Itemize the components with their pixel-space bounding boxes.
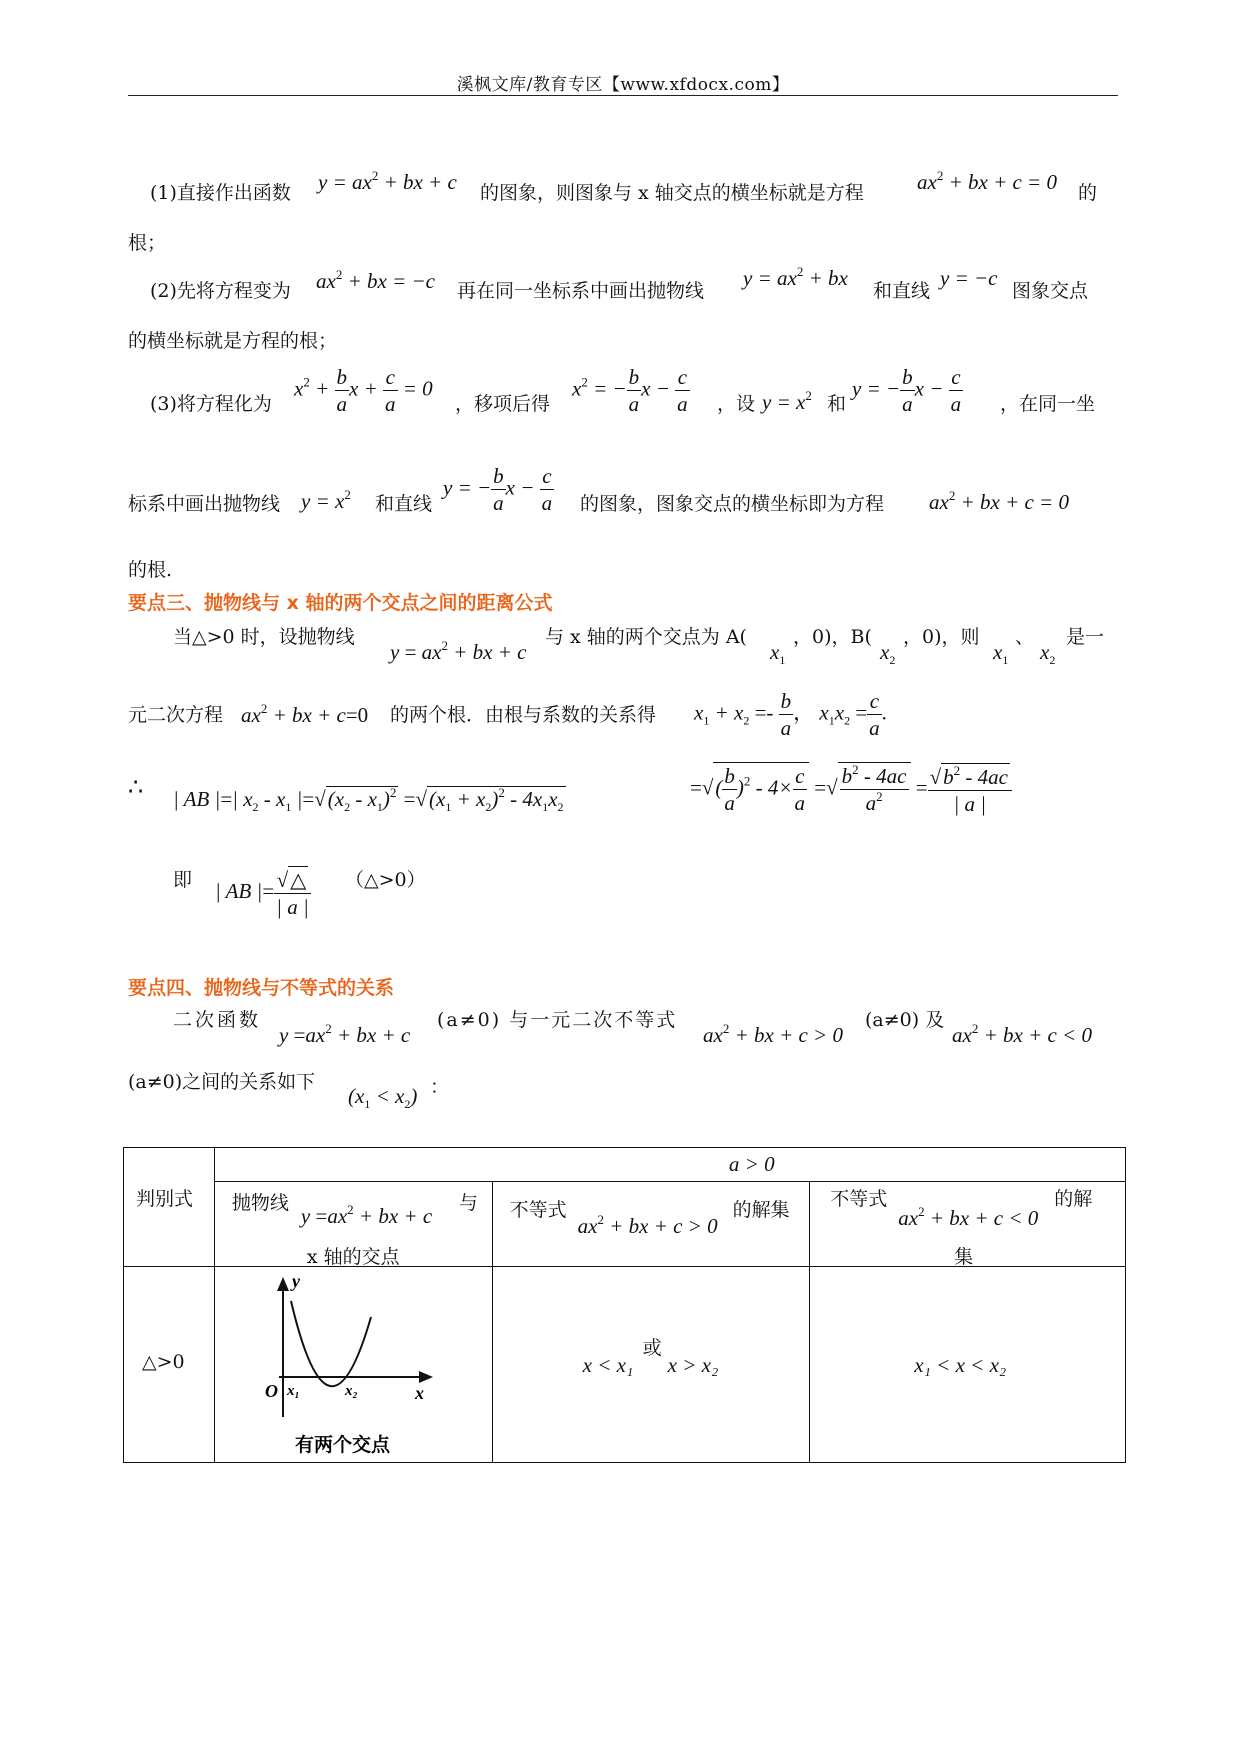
method3-line2-prefix: 标系中画出抛物线: [128, 493, 281, 515]
parabola-header-cell: [214, 1182, 492, 1267]
section3-p1-mid: 与 x 轴的两个交点为 A(: [545, 626, 747, 648]
a-positive-header: a > 0: [728, 1152, 775, 1176]
method3-prefix: (3)将方程化为: [150, 393, 272, 415]
row1-gt-or: 或: [642, 1337, 662, 1359]
method2-eq1: $ax^2$ + bx = −c: [316, 267, 435, 293]
ineq-gt-header-a: 不等式: [509, 1199, 567, 1221]
method2-line2: 的横坐标就是方程的根；: [128, 330, 338, 352]
section3-x2: $x_2$: [880, 640, 896, 667]
section3-cond: （△>0）: [345, 869, 426, 891]
method3-eq1: $x^2$ + $\frac{b}{a}$ x + $\frac{c}{a}$ = 0: [294, 365, 433, 416]
parabola-header-eq: $y =ax^2$ + bx + c: [300, 1202, 433, 1228]
distance-short: | AB |= $\frac{√\triangle}{| a |}$: [215, 868, 309, 919]
section4-p2-prefix: (a≠0)之间的关系如下: [128, 1071, 316, 1093]
graph-y-label: y: [291, 1271, 300, 1291]
method2-mid1: 再在同一坐标系中画出抛物线: [457, 280, 705, 302]
section3-title: 要点三、抛物线与 x 轴的两个交点之间的距离公式: [128, 592, 553, 614]
row1-gt-solution-cell: [492, 1267, 810, 1463]
section3-p1-prefix: 当△>0 时，设抛物线: [173, 626, 355, 648]
row1-gt-sol-b: x > x₂: [667, 1353, 719, 1377]
method2-suffix: 图象交点: [1012, 280, 1089, 302]
distance-formula: | AB |=| $x_2 - x_1$ $|=√(x_2 - x_1)^2 =√(x_1 + x_2)^2 - 4x_1x_2$: [173, 785, 564, 814]
relation-table: [123, 1147, 1126, 1463]
method3-eq5: $y = x^2$: [301, 487, 351, 513]
ineq-gt-header-b: 的解集: [732, 1199, 790, 1221]
method2-prefix: (2)先将方程变为: [150, 280, 291, 302]
section4-ineq-gt: $ax^2$ + bx + c > 0: [703, 1021, 843, 1047]
section4-title: 要点四、抛物线与不等式的关系: [128, 977, 395, 999]
section3-p1-b: ，0)，B(: [793, 626, 872, 648]
parabola-header-a: 抛物线: [231, 1192, 289, 1214]
method3-line3: 的根.: [128, 559, 173, 581]
method3-eq7: $ax^2$ + bx + c = 0: [929, 488, 1069, 514]
section4-p2-colon: ：: [430, 1076, 450, 1098]
method1-suffix: 的: [1078, 182, 1098, 204]
ineq-lt-header-a: 不等式: [830, 1188, 888, 1210]
method3-suffix: ，在同一坐: [1000, 393, 1096, 415]
section3-p1-c: ，0)，则: [903, 626, 980, 648]
method1-line2: 根；: [128, 232, 167, 254]
a-positive-header-cell: [214, 1148, 1125, 1182]
section3-x1b: $x_1$: [993, 640, 1009, 667]
method1-eq: $ax^2$ + bx + c = 0: [917, 168, 1057, 194]
row1-disc-cell: [124, 1267, 215, 1463]
section3-ji: 即: [173, 869, 193, 891]
row1-graph-cell: [214, 1267, 492, 1463]
section4-ineq-lt: $ax^2$ + bx + c < 0: [952, 1021, 1092, 1047]
section4-func: $y =ax^2$ + bx + c: [279, 1021, 411, 1047]
method3-mid2: ，设: [717, 393, 756, 415]
section3-parabola-eq: $y = ax^2$ + bx + c: [390, 638, 527, 664]
graph-origin-label: O: [264, 1381, 278, 1401]
ineq-gt-header-eq: $ax^2$ + bx + c > 0: [577, 1212, 718, 1238]
ineq-lt-header-b: 的解: [1054, 1188, 1093, 1210]
method1-prefix: (1)直接作出函数: [150, 182, 291, 204]
row1-gt-sol-a: x < x₁: [582, 1353, 634, 1377]
section3-x2b: $x_2$: [1040, 640, 1056, 667]
method3-line2-mid: 的图象，图象交点的横坐标即为方程: [580, 493, 885, 515]
method1-func-eq: $y = ax^2$ + bx + c: [318, 168, 457, 194]
graph-x-label: x: [414, 1383, 424, 1403]
section4-p1-mid: (a≠0) 与一元二次不等式: [437, 1009, 678, 1031]
method2-eq2: $y = ax^2$ + bx: [743, 264, 848, 290]
parabola-graph: [215, 1267, 493, 1463]
method1-mid: 的图象，则图象与 x 轴交点的横坐标就是方程: [480, 182, 864, 204]
method3-eq3: $y = x^2$: [762, 388, 812, 414]
graph-x1-label: x₁: [286, 1383, 300, 1399]
section3-p1-suffix: 是一: [1066, 626, 1105, 648]
method3-mid1: ，移项后得: [455, 393, 551, 415]
graph-x2-label: x₂: [344, 1383, 358, 1399]
header-divider: [128, 95, 1118, 96]
section3-quad-eq: $ax^2$ + bx + c=0: [241, 701, 369, 727]
disc-header: 判别式: [136, 1188, 194, 1210]
method3-and: 和: [827, 393, 847, 415]
parabola-curve: [291, 1301, 371, 1386]
section3-vieta: $x_1 + x_2$ =- $\frac{b}{a}$ ， $x_1x_2$ = $\frac{c}{a}$ .: [694, 689, 887, 740]
section4-p1-cond: (a≠0) 及: [865, 1009, 945, 1031]
row1-disc: △>0: [142, 1351, 185, 1373]
page-header: 溪枫文库/教育专区【www.xfdocx.com】: [456, 75, 790, 95]
method3-eq2: $x^2$ = − $\frac{b}{a}$ x − $\frac{c}{a}$: [572, 365, 688, 416]
section3-p2-mid: 的两个根．由根与系数的关系得: [390, 704, 657, 726]
method3-eq6: y = − $\frac{b}{a}$ x − $\frac{c}{a}$: [443, 464, 553, 515]
distance-formula-b: =√( $\frac{b}{a}$ )$^2$ - 4× $\frac{c}{a}$ =√ $\frac{b^2 - 4ac}{a^2}$ = $\frac{√b^2 - 4ac}{| a |}$: [690, 762, 1012, 817]
method2-mid2: 和直线: [873, 280, 931, 302]
row1-lt-sol: x₁ < x < x₂: [914, 1353, 1007, 1377]
therefore-sign: ∴: [128, 773, 144, 801]
method3-eq4: y = − $\frac{b}{a}$ x − $\frac{c}{a}$: [852, 365, 962, 416]
section3-x1: $x_1$: [770, 640, 786, 667]
ineq-gt-header-cell: [492, 1182, 810, 1267]
section4-order: $(x_1 < x_2)$: [348, 1084, 418, 1111]
section4-p1-prefix: 二次函数: [173, 1009, 262, 1031]
disc-header-cell: [124, 1148, 215, 1267]
ineq-lt-header-cell: [810, 1182, 1126, 1267]
parabola-header-c: x 轴的交点: [306, 1246, 400, 1268]
parabola-header-b: 与: [458, 1192, 478, 1214]
section3-p2-prefix: 元二次方程: [128, 704, 224, 726]
section3-p1-d: 、: [1015, 626, 1035, 648]
row1-lt-solution-cell: [810, 1267, 1126, 1463]
method3-line2-and: 和直线: [375, 493, 433, 515]
graph-caption: 有两个交点: [294, 1434, 390, 1456]
ineq-lt-header-c: 集: [954, 1246, 974, 1268]
ineq-lt-header-eq: $ax^2$ + bx + c < 0: [898, 1204, 1039, 1230]
method2-eq3: y = −c: [940, 266, 998, 290]
